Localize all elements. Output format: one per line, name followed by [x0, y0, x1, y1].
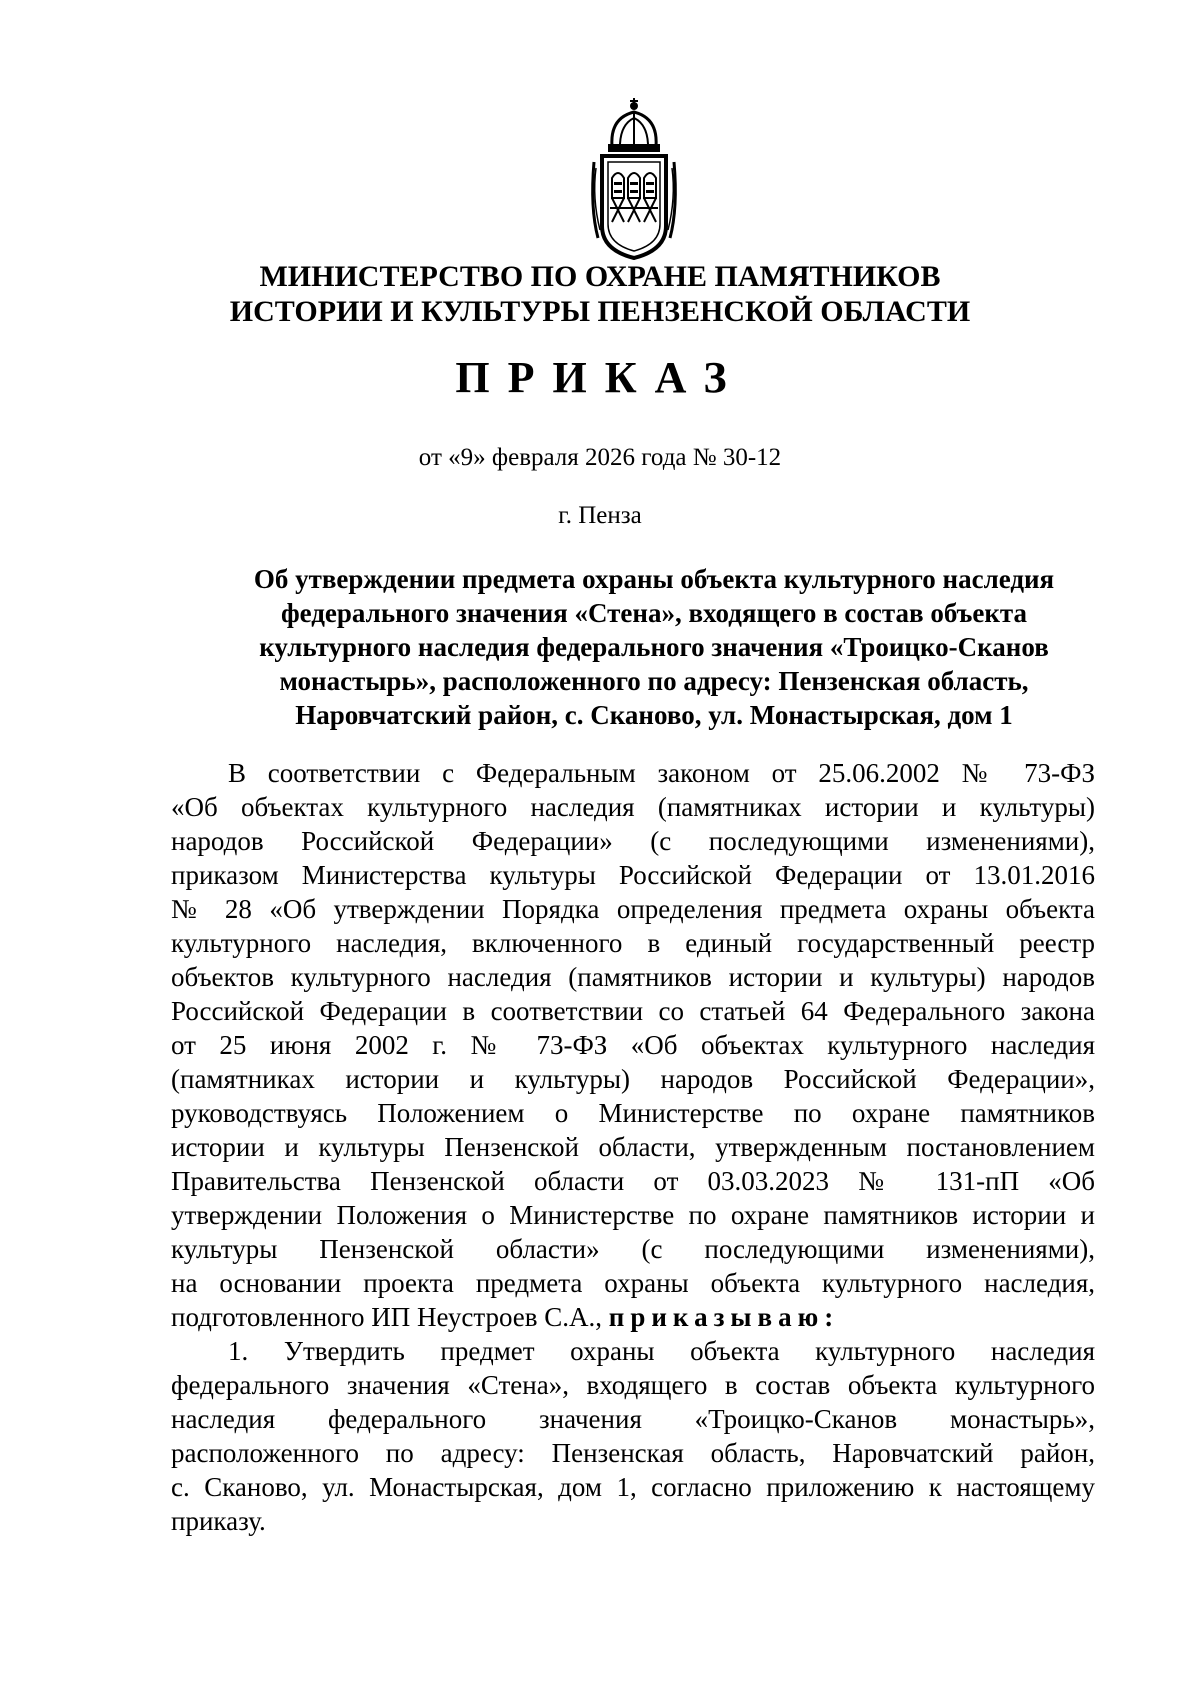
- subject-line: Наровчатский район, с. Сканово, ул. Монастырская, дом 1: [295, 700, 1013, 730]
- item1-line: наследия федерального значения «Троицко-Сканов монастырь»,: [171, 1404, 1095, 1434]
- order-word: приказываю:: [608, 1302, 840, 1332]
- document-type-title: ПРИКАЗ: [455, 353, 745, 402]
- body-line: Российской Федерации в соответствии со статьей 64 Федерального закона: [171, 996, 1095, 1026]
- body-line: (памятниках истории и культуры) народов Российской Федерации»,: [171, 1064, 1095, 1094]
- subject-line: культурного наследия федерального значения «Троицко-Сканов: [259, 632, 1049, 662]
- document-subject: [218, 562, 1090, 732]
- organization-name-line1: МИНИСТЕРСТВО ПО ОХРАНЕ ПАМЯТНИКОВ: [259, 260, 941, 293]
- subject-line: федерального значения «Стена», входящего в состав объекта: [280, 598, 1028, 628]
- body-line: на основании проекта предмета охраны объекта культурного наследия,: [171, 1268, 1095, 1298]
- body-line: приказом Министерства культуры Российской Федерации от 13.01.2016: [171, 860, 1095, 890]
- body-line: «Об объектах культурного наследия (памятниках истории и культуры): [171, 792, 1095, 822]
- body-line: № 28 «Об утверждении Порядка определения предмета охраны объекта: [171, 894, 1095, 924]
- body-line-with-order-word: [171, 1300, 1095, 1334]
- document-city: г. Пенза: [558, 502, 642, 529]
- body-line: народов Российской Федерации» (с последующими изменениями),: [171, 826, 1095, 856]
- body-line: подготовленного ИП Неустроев С.А.,: [171, 1302, 603, 1332]
- organization-name-line2: ИСТОРИИ И КУЛЬТУРЫ ПЕНЗЕНСКОЙ ОБЛАСТИ: [229, 295, 971, 328]
- item1-line: федерального значения «Стена», входящего в состав объекта культурного: [171, 1370, 1095, 1400]
- item1-line: расположенного по адресу: Пензенская область, Наровчатский район,: [171, 1438, 1095, 1468]
- body-line: культурного наследия, включенного в единый государственный реестр: [171, 928, 1095, 958]
- body-line: утверждении Положения о Министерстве по охране памятников истории и: [171, 1200, 1095, 1230]
- body-line: Правительства Пензенской области от 03.03.2023 № 131-пП «Об: [171, 1166, 1095, 1196]
- body-line: В соответствии с Федеральным законом от 25.06.2002 № 73-ФЗ: [228, 758, 1095, 788]
- body-line: истории и культуры Пензенской области, утвержденным постановлением: [171, 1132, 1095, 1162]
- body-line: культуры Пензенской области» (с последующими изменениями),: [171, 1234, 1095, 1264]
- subject-line: монастырь», расположенного по адресу: Пензенская область,: [279, 666, 1029, 696]
- body-line: от 25 июня 2002 г. № 73-ФЗ «Об объектах культурного наследия: [171, 1030, 1095, 1060]
- item1-line: с. Сканово, ул. Монастырская, дом 1, согласно приложению к настоящему: [171, 1472, 1095, 1502]
- body-line: объектов культурного наследия (памятников истории и культуры) народов: [171, 962, 1095, 992]
- body-line: руководствуясь Положением о Министерстве по охране памятников: [171, 1098, 1095, 1128]
- coat-of-arms-icon: [588, 98, 680, 260]
- document-date-number: от «9» февраля 2026 года № 30-12: [418, 444, 782, 471]
- subject-line: Об утверждении предмета охраны объекта культурного наследия: [253, 564, 1055, 594]
- item1-line: приказу.: [171, 1506, 266, 1536]
- item1-line: 1. Утвердить предмет охраны объекта культурного наследия: [228, 1336, 1095, 1366]
